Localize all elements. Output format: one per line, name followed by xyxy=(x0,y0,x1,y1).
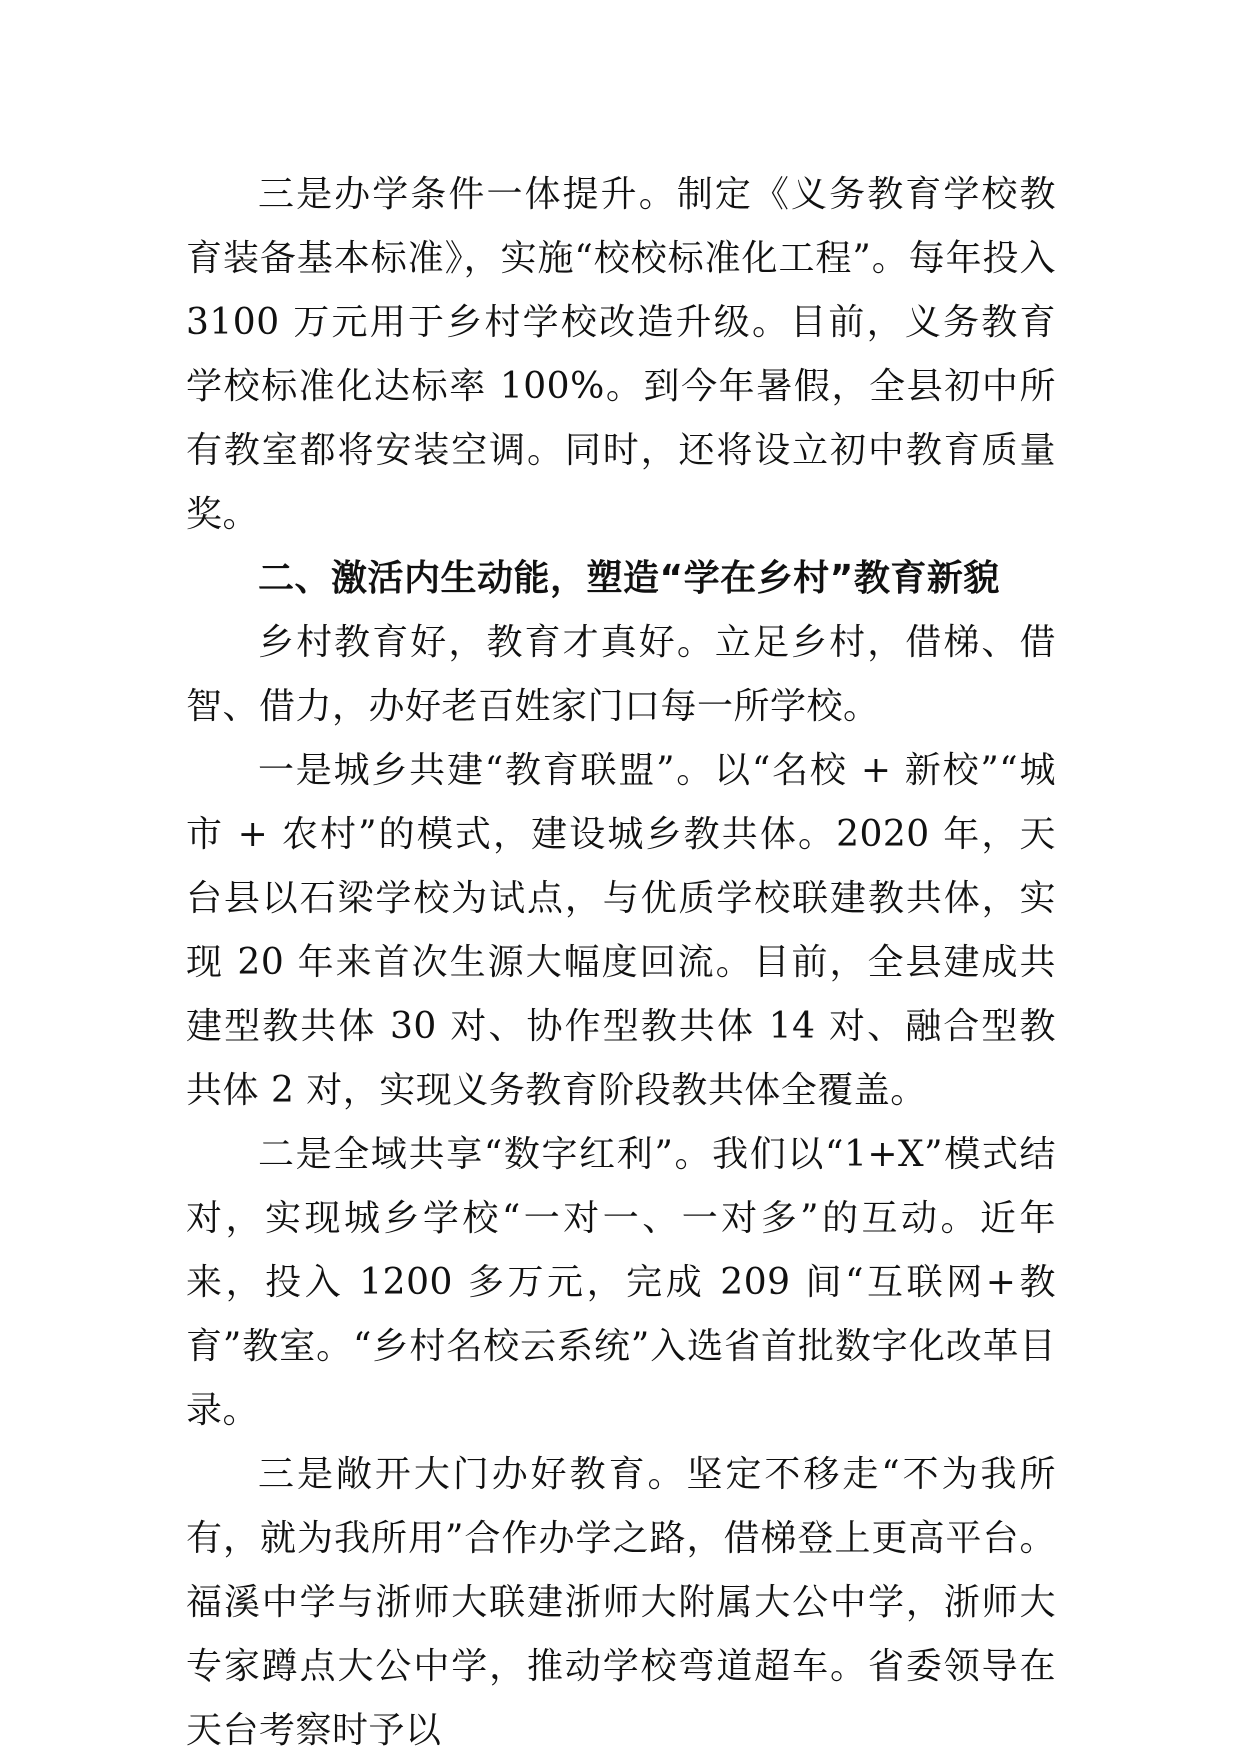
paragraph-school-conditions: 三是办学条件一体提升。制定《义务教育学校教育装备基本标准》，实施“校校标准化工程”。每年投入 3100 万元用于乡村学校改造升级。目前，义务教育学校标准化达标率 100%。到今年暑假，全县初中所有教室都将安装空调。同时，还将设立初中教育质量奖。 xyxy=(186,174,1056,535)
paragraph-rural-education-intro: 乡村教育好，教育才真好。立足乡村，借梯、借智、借力，办好老百姓家门口每一所学校。 xyxy=(186,622,1056,727)
document-body xyxy=(186,163,1056,1763)
paragraph-education-alliance: 一是城乡共建“教育联盟”。以“名校 + 新校”“城市 + 农村”的模式，建设城乡教共体。2020 年，天台县以石梁学校为试点，与优质学校联建教共体，实现 20 年来首次生源大幅度回流。目前，全县建成共建型教共体 30 对、协作型教共体 14 对、融合型教共体 2 对，实现义务教育阶段教共体全覆盖。 xyxy=(186,750,1056,1111)
paragraph-open-schooling: 三是敞开大门办好教育。坚定不移走“不为我所有，就为我所用”合作办学之路，借梯登上更高平台。福溪中学与浙师大联建浙师大附属大公中学，浙师大专家蹲点大公中学，推动学校弯道超车。省委领导在天台考察时予以 xyxy=(186,1454,1056,1751)
paragraph-digital-dividend: 二是全域共享“数字红利”。我们以“1+X”模式结对，实现城乡学校“一对一、一对多”的互动。近年来，投入 1200 多万元，完成 209 间“互联网+教育”教室。“乡村名校云系统”入选省首批数字化改革目录。 xyxy=(186,1134,1056,1431)
section-heading: 二、激活内生动能，塑造“学在乡村”教育新貌 xyxy=(258,558,1000,599)
